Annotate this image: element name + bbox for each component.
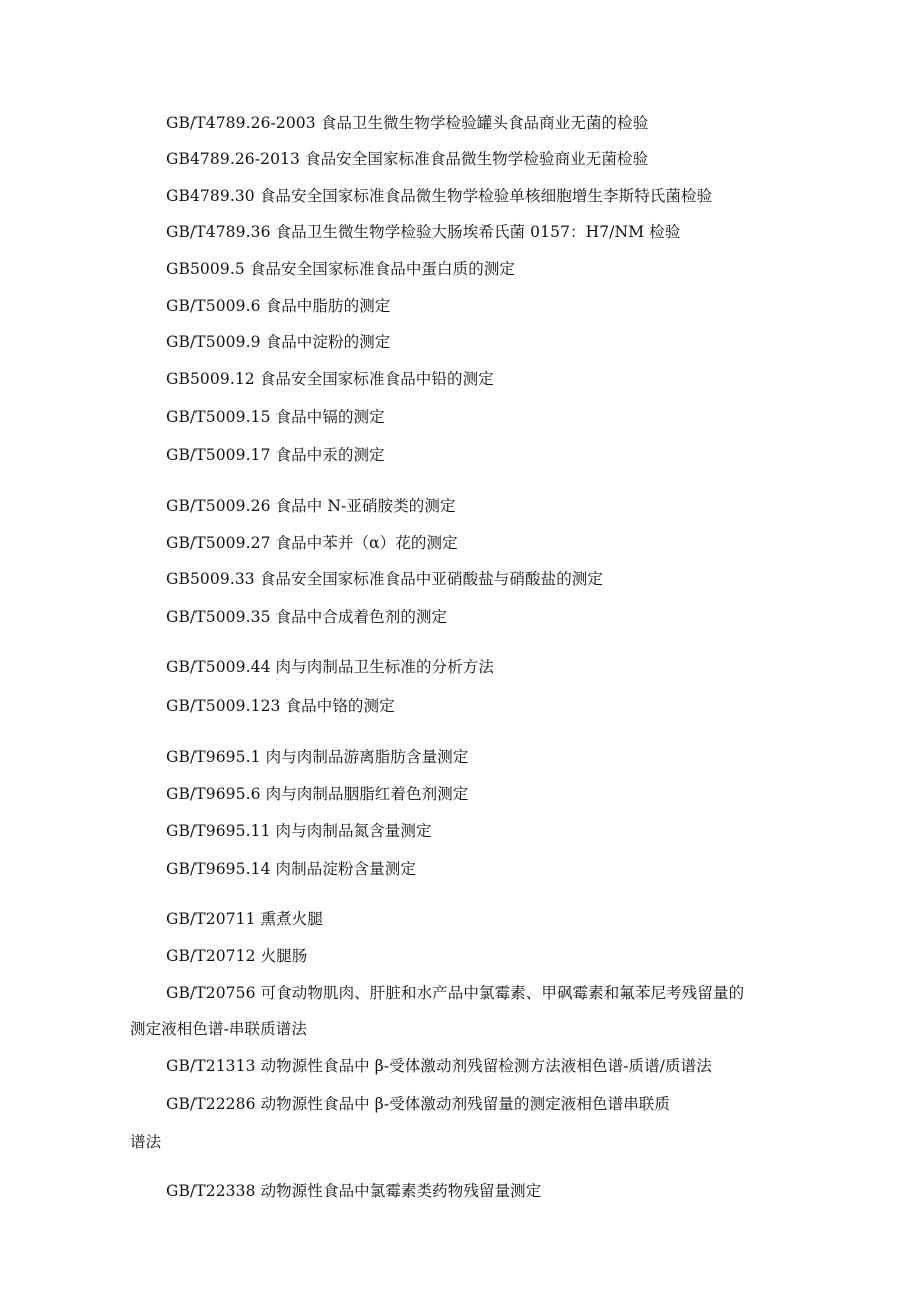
standard-line: GB/T5009.15 食品中镉的测定	[166, 408, 385, 426]
standard-line: GB/T5009.17 食品中汞的测定	[166, 446, 385, 464]
standard-line: GB/T20712 火腿肠	[166, 947, 308, 965]
standard-line: GB/T5009.27 食品中苯并（α）花的测定	[166, 534, 458, 552]
standard-line: GB/T5009.44 肉与肉制品卫生标准的分析方法	[166, 658, 494, 676]
standard-line-continuation: 谱法	[130, 1133, 162, 1151]
standard-line: GB/T9695.11 肉与肉制品氮含量测定	[166, 822, 432, 840]
standard-line: GB/T22338 动物源性食品中氯霉素类药物残留量测定	[166, 1182, 542, 1200]
standard-line: GB/T5009.123 食品中铬的测定	[166, 697, 395, 715]
standard-line: GB/T9695.1 肉与肉制品游离脂肪含量测定	[166, 748, 469, 766]
standard-line: GB/T21313 动物源性食品中 β-受体激动剂残留检测方法液相色谱-质谱/质谱法	[166, 1057, 712, 1075]
standard-line: GB/T20756 可食动物肌肉、肝脏和水产品中氯霉素、甲砜霉素和氟苯尼考残留量的	[166, 984, 745, 1002]
standard-line: GB/T5009.26 食品中 N-亚硝胺类的测定	[166, 497, 456, 515]
standard-line: GB/T5009.6 食品中脂肪的测定	[166, 297, 391, 315]
standard-line: GB/T4789.36 食品卫生微生物学检验大肠埃希氏菌 0157：H7/NM 检验	[166, 223, 681, 241]
standard-line-continuation: 测定液相色谱-串联质谱法	[130, 1020, 307, 1038]
standard-line: GB/T22286 动物源性食品中 β-受体激动剂残留量的测定液相色谱串联质	[166, 1095, 670, 1113]
standard-line: GB/T5009.9 食品中淀粉的测定	[166, 333, 391, 351]
standard-line: GB/T9695.6 肉与肉制品胭脂红着色剂测定	[166, 785, 469, 803]
standard-line: GB4789.26-2013 食品安全国家标准食品微生物学检验商业无菌检验	[166, 150, 649, 168]
standard-line: GB/T4789.26-2003 食品卫生微生物学检验罐头食品商业无菌的检验	[166, 114, 649, 132]
standard-line: GB5009.33 食品安全国家标准食品中亚硝酸盐与硝酸盐的测定	[166, 570, 603, 588]
standard-line: GB/T20711 熏煮火腿	[166, 910, 323, 928]
standard-line: GB4789.30 食品安全国家标准食品微生物学检验单核细胞增生李斯特氏菌检验	[166, 187, 713, 205]
standard-line: GB5009.12 食品安全国家标准食品中铅的测定	[166, 370, 494, 388]
standard-line: GB5009.5 食品安全国家标准食品中蛋白质的测定	[166, 260, 516, 278]
standard-line: GB/T9695.14 肉制品淀粉含量测定	[166, 860, 416, 878]
standard-line: GB/T5009.35 食品中合成着色剂的测定	[166, 608, 448, 626]
